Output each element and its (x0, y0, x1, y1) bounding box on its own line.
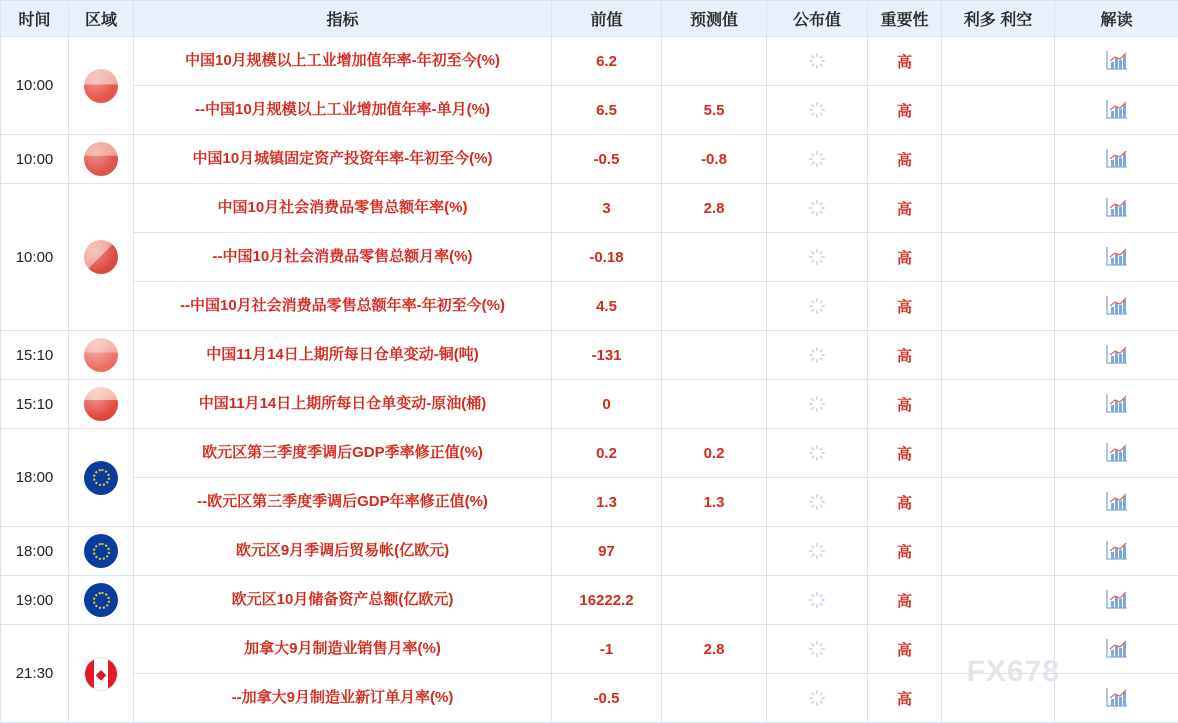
cell-published (767, 478, 868, 527)
cell-interpretation[interactable] (1055, 282, 1178, 331)
loading-spinner-icon (809, 543, 825, 559)
cell-importance: 高 (868, 184, 942, 233)
cell-interpretation[interactable] (1055, 184, 1178, 233)
cell-indicator[interactable]: 中国10月社会消费品零售总额年率(%) (134, 184, 552, 233)
cell-importance: 高 (868, 380, 942, 429)
canada-flag-icon (84, 657, 118, 691)
bar-chart-icon[interactable] (1105, 540, 1129, 562)
cell-effect (942, 135, 1055, 184)
cell-time: 10:00 (1, 135, 69, 184)
cell-indicator[interactable]: 中国10月规模以上工业增加值年率-年初至今(%) (134, 37, 552, 86)
cell-forecast: -0.8 (662, 135, 767, 184)
cell-effect (942, 674, 1055, 723)
table-row[interactable] (1, 184, 1178, 233)
cell-indicator[interactable]: --中国10月社会消费品零售总额月率(%) (134, 233, 552, 282)
cell-effect (942, 625, 1055, 674)
column-header-forecast: 预测值 (662, 1, 767, 37)
column-header-published: 公布值 (767, 1, 868, 37)
cell-previous: 4.5 (552, 282, 662, 331)
cell-effect (942, 576, 1055, 625)
cell-forecast (662, 282, 767, 331)
column-header-effect: 利多 利空 (942, 1, 1055, 37)
cell-interpretation[interactable] (1055, 86, 1178, 135)
cell-importance: 高 (868, 331, 942, 380)
cell-effect (942, 478, 1055, 527)
loading-spinner-icon (809, 690, 825, 706)
cell-importance: 高 (868, 282, 942, 331)
table-row[interactable] (1, 233, 1178, 282)
cell-indicator[interactable]: 中国10月城镇固定资产投资年率-年初至今(%) (134, 135, 552, 184)
cell-forecast: 2.8 (662, 625, 767, 674)
cell-previous: 97 (552, 527, 662, 576)
cell-indicator[interactable]: --欧元区第三季度季调后GDP年率修正值(%) (134, 478, 552, 527)
cell-region (69, 429, 134, 527)
cell-forecast (662, 233, 767, 282)
cell-region (69, 576, 134, 625)
table-header-row (1, 1, 1178, 37)
cell-importance: 高 (868, 674, 942, 723)
loading-spinner-icon (809, 298, 825, 314)
cell-importance: 高 (868, 429, 942, 478)
cell-previous: 0.2 (552, 429, 662, 478)
cell-importance: 高 (868, 576, 942, 625)
bar-chart-icon[interactable] (1105, 491, 1129, 513)
loading-spinner-icon (809, 445, 825, 461)
cell-interpretation[interactable] (1055, 674, 1178, 723)
bar-chart-icon[interactable] (1105, 344, 1129, 366)
table-row[interactable] (1, 674, 1178, 723)
column-header-indicator: 指标 (134, 1, 552, 37)
cell-previous: 6.5 (552, 86, 662, 135)
cell-published (767, 576, 868, 625)
cell-importance: 高 (868, 478, 942, 527)
cell-published (767, 429, 868, 478)
cell-indicator[interactable]: 加拿大9月制造业销售月率(%) (134, 625, 552, 674)
cell-published (767, 282, 868, 331)
table-row[interactable] (1, 135, 1178, 184)
loading-spinner-icon (809, 53, 825, 69)
table-row[interactable] (1, 576, 1178, 625)
table-row[interactable] (1, 380, 1178, 429)
column-header-time: 时间 (1, 1, 69, 37)
watermark: FX678 (967, 655, 1060, 689)
cell-published (767, 625, 868, 674)
cell-published (767, 674, 868, 723)
bar-chart-icon[interactable] (1105, 148, 1129, 170)
cell-effect (942, 429, 1055, 478)
cell-previous: -0.18 (552, 233, 662, 282)
bar-chart-icon[interactable] (1105, 197, 1129, 219)
bar-chart-icon[interactable] (1105, 50, 1129, 72)
cell-interpretation[interactable] (1055, 233, 1178, 282)
cell-effect (942, 282, 1055, 331)
cell-importance: 高 (868, 135, 942, 184)
china-flag-icon (84, 142, 118, 176)
cell-indicator[interactable]: --加拿大9月制造业新订单月率(%) (134, 674, 552, 723)
cell-interpretation[interactable] (1055, 527, 1178, 576)
cell-region (69, 380, 134, 429)
bar-chart-icon[interactable] (1105, 99, 1129, 121)
cell-effect (942, 184, 1055, 233)
cell-forecast (662, 380, 767, 429)
loading-spinner-icon (809, 592, 825, 608)
cell-previous: -0.5 (552, 135, 662, 184)
cell-interpretation[interactable] (1055, 625, 1178, 674)
cell-time: 18:00 (1, 527, 69, 576)
bar-chart-icon[interactable] (1105, 393, 1129, 415)
cell-previous: -131 (552, 331, 662, 380)
cell-interpretation[interactable] (1055, 429, 1178, 478)
table-row[interactable] (1, 527, 1178, 576)
cell-indicator[interactable]: --中国10月社会消费品零售总额年率-年初至今(%) (134, 282, 552, 331)
loading-spinner-icon (809, 347, 825, 363)
cell-previous: 1.3 (552, 478, 662, 527)
cell-region (69, 184, 134, 331)
cell-effect (942, 233, 1055, 282)
cell-importance: 高 (868, 86, 942, 135)
cell-region (69, 625, 134, 723)
cell-published (767, 233, 868, 282)
cell-published (767, 86, 868, 135)
loading-spinner-icon (809, 641, 825, 657)
column-header-previous: 前值 (552, 1, 662, 37)
cell-previous: 0 (552, 380, 662, 429)
table-row[interactable] (1, 331, 1178, 380)
cell-forecast (662, 576, 767, 625)
cell-effect (942, 527, 1055, 576)
eu-flag-icon (84, 583, 118, 617)
cell-forecast: 5.5 (662, 86, 767, 135)
cell-published (767, 331, 868, 380)
cell-interpretation[interactable] (1055, 380, 1178, 429)
cell-previous: -1 (552, 625, 662, 674)
bar-chart-icon[interactable] (1105, 638, 1129, 660)
cell-time: 19:00 (1, 576, 69, 625)
cell-effect (942, 86, 1055, 135)
loading-spinner-icon (809, 249, 825, 265)
cell-previous: -0.5 (552, 674, 662, 723)
cell-published (767, 135, 868, 184)
table-row[interactable] (1, 37, 1178, 86)
cell-interpretation[interactable] (1055, 478, 1178, 527)
cell-indicator[interactable]: 欧元区9月季调后贸易帐(亿欧元) (134, 527, 552, 576)
loading-spinner-icon (809, 102, 825, 118)
cell-forecast (662, 527, 767, 576)
cell-previous: 16222.2 (552, 576, 662, 625)
cell-published (767, 37, 868, 86)
cell-importance: 高 (868, 625, 942, 674)
bar-chart-icon[interactable] (1105, 246, 1129, 268)
loading-spinner-icon (809, 151, 825, 167)
china-flag-icon (84, 69, 118, 103)
cell-published (767, 527, 868, 576)
cell-region (69, 135, 134, 184)
cell-time: 15:10 (1, 380, 69, 429)
cell-effect (942, 37, 1055, 86)
cell-region (69, 331, 134, 380)
eu-flag-icon (84, 534, 118, 568)
cell-interpretation[interactable] (1055, 135, 1178, 184)
cell-previous: 6.2 (552, 37, 662, 86)
cell-published (767, 380, 868, 429)
cell-region (69, 37, 134, 135)
bar-chart-icon[interactable] (1105, 589, 1129, 611)
table-row[interactable] (1, 282, 1178, 331)
cell-published (767, 184, 868, 233)
column-header-importance: 重要性 (868, 1, 942, 37)
cell-indicator[interactable]: --中国10月规模以上工业增加值年率-单月(%) (134, 86, 552, 135)
loading-spinner-icon (809, 396, 825, 412)
cell-indicator[interactable]: 欧元区10月储备资产总额(亿欧元) (134, 576, 552, 625)
loading-spinner-icon (809, 494, 825, 510)
cell-interpretation[interactable] (1055, 331, 1178, 380)
cell-forecast: 0.2 (662, 429, 767, 478)
table-row[interactable] (1, 86, 1178, 135)
china-flag-icon (84, 240, 118, 274)
cell-indicator[interactable]: 欧元区第三季度季调后GDP季率修正值(%) (134, 429, 552, 478)
cell-forecast (662, 37, 767, 86)
cell-time: 15:10 (1, 331, 69, 380)
table-row[interactable] (1, 429, 1178, 478)
cell-time: 10:00 (1, 37, 69, 135)
cell-interpretation[interactable] (1055, 576, 1178, 625)
column-header-interpretation: 解读 (1055, 1, 1178, 37)
china-flag-icon (84, 387, 118, 421)
cell-forecast (662, 674, 767, 723)
cell-region (69, 527, 134, 576)
eu-flag-icon (84, 461, 118, 495)
cell-importance: 高 (868, 233, 942, 282)
table-row[interactable] (1, 625, 1178, 674)
loading-spinner-icon (809, 200, 825, 216)
cell-importance: 高 (868, 527, 942, 576)
cell-indicator[interactable]: 中国11月14日上期所每日仓单变动-铜(吨) (134, 331, 552, 380)
cell-forecast: 1.3 (662, 478, 767, 527)
cell-indicator[interactable]: 中国11月14日上期所每日仓单变动-原油(桶) (134, 380, 552, 429)
cell-time: 10:00 (1, 184, 69, 331)
table-row[interactable] (1, 478, 1178, 527)
maple-leaf-icon: ◆ (96, 667, 107, 681)
bar-chart-icon[interactable] (1105, 295, 1129, 317)
cell-effect (942, 331, 1055, 380)
cell-effect (942, 380, 1055, 429)
cell-previous: 3 (552, 184, 662, 233)
china-flag-icon (84, 338, 118, 372)
cell-time: 18:00 (1, 429, 69, 527)
cell-forecast: 2.8 (662, 184, 767, 233)
bar-chart-icon[interactable] (1105, 687, 1129, 709)
bar-chart-icon[interactable] (1105, 442, 1129, 464)
cell-time: 21:30 (1, 625, 69, 723)
cell-importance: 高 (868, 37, 942, 86)
cell-interpretation[interactable] (1055, 37, 1178, 86)
column-header-region: 区域 (69, 1, 134, 37)
cell-forecast (662, 331, 767, 380)
